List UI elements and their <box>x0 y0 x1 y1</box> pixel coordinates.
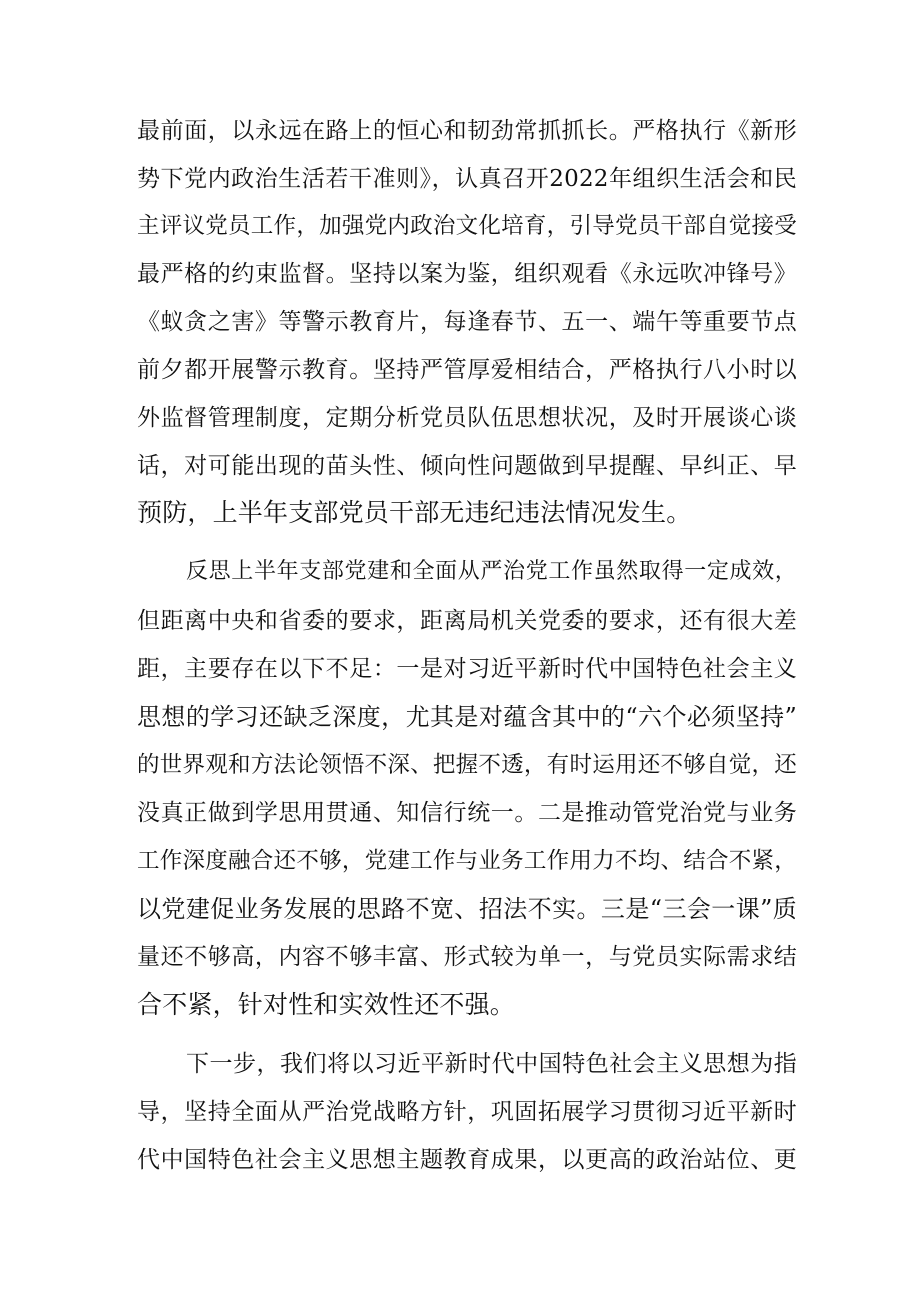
text-line: 势下党内政治生活若干准则》，认真召开2022年组织生活会和民 <box>137 166 797 192</box>
text-line: 下一步，我们将以习近平新时代中国特色社会主义思想为指 <box>186 1051 797 1077</box>
text-line: 的世界观和方法论领悟不深、把握不透，有时运用还不够自觉，还 <box>137 752 797 778</box>
text-line: 思想的学习还缺乏深度，尤其是对蕴含其中的“六个必须坚持” <box>137 703 797 731</box>
text-line: 没真正做到学思用贯通、知信行统一。二是推动管党治党与业务 <box>137 800 797 826</box>
text-line: 导，坚持全面从严治党战略方针，巩固拓展学习贯彻习近平新时 <box>137 1099 797 1125</box>
text-line: 距，主要存在以下不足：一是对习近平新时代中国特色社会主义 <box>137 656 797 682</box>
text-line: 代中国特色社会主义思想主题教育成果，以更高的政治站位、更 <box>137 1147 797 1173</box>
text-line: 外监督管理制度，定期分析党员队伍思想状况，及时开展谈心谈 <box>137 405 797 431</box>
text-line: 以党建促业务发展的思路不宽、招法不实。三是“三会一课”质 <box>137 895 797 923</box>
text-line: 主评议党员工作，加强党内政治文化培育，引导党员干部自觉接受 <box>137 213 797 239</box>
text-line: 《蚁贪之害》等警示教育片，每逢春节、五一、端午等重要节点 <box>137 309 797 335</box>
text-line: 预防，上半年支部党员干部无违纪违法情况发生。 <box>137 498 692 527</box>
text-line: 但距离中央和省委的要求，距离局机关党委的要求，还有很大差 <box>137 608 797 634</box>
text-line: 量还不够高，内容不够丰富、形式较为单一，与党员实际需求结 <box>137 944 797 970</box>
text-line: 最前面，以永远在路上的恒心和韧劲常抓抓长。严格执行《新形 <box>137 118 797 144</box>
text-line: 工作深度融合还不够，党建工作与业务工作用力不均、结合不紧， <box>137 848 797 874</box>
text-line: 反思上半年支部党建和全面从严治党工作虽然取得一定成效， <box>186 559 797 584</box>
text-line: 最严格的约束监督。坚持以案为鉴，组织观看《永远吹冲锋号》 <box>137 261 797 287</box>
text-line: 话，对可能出现的苗头性、倾向性问题做到早提醒、早纠正、早 <box>137 453 797 479</box>
text-line: 前夕都开展警示教育。坚持严管厚爱相结合，严格执行八小时以 <box>137 357 797 383</box>
text-line: 合不紧，针对性和实效性还不强。 <box>137 990 516 1019</box>
